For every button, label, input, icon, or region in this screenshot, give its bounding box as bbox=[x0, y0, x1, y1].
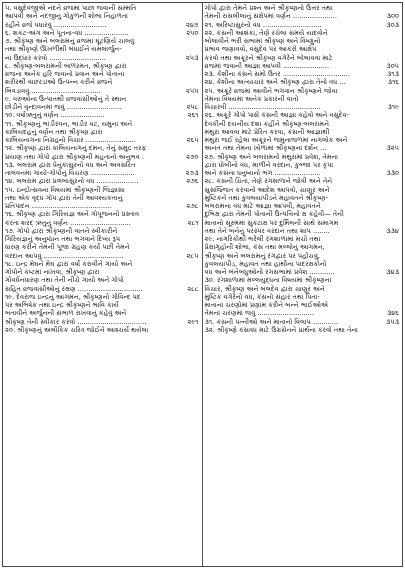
toc-entry bbox=[5, 62, 199, 95]
toc-entry-line: ૨૦. શ્રીકૃષ્ણનું અલૌકિક ચરિત્ર જોઈને આશ્ચર્ય થયેલા bbox=[5, 325, 149, 334]
toc-entry bbox=[205, 276, 400, 317]
toc-page-number: ૨૭૮ bbox=[186, 202, 199, 210]
toc-entry bbox=[205, 111, 400, 152]
toc-entry-line: બિવડાવવું ................................. ૨૫૫ bbox=[5, 86, 199, 95]
toc-entry-line: ૯. વરુઓના ઉત્પાતથી વ્રજવાસીઓનું તે સ્થાન bbox=[5, 94, 127, 103]
toc-entry-line: વરદાન આપવું ...................................... ૨૮૫ bbox=[5, 251, 199, 260]
toc-page-number: ૨૭૦ bbox=[186, 152, 199, 161]
toc-entry-line: કાલિયનાગના નિગ્રહનો વિચાર ........................ ૨૬૫ bbox=[5, 136, 199, 144]
toc-entry bbox=[205, 326, 400, 334]
toc-entry-line: ૧૭. ગોપો દ્વારા શ્રીકૃષ્ણની વાતને સ્વીકારીને bbox=[5, 226, 118, 235]
toc-entry-line: વિચારવી ............................................ ૩૧૯ bbox=[204, 103, 399, 111]
toc-page-number: ૩૧૩ bbox=[386, 70, 399, 78]
toc-entry bbox=[5, 210, 199, 227]
toc-entry bbox=[5, 161, 199, 178]
toc-entry-line: ૨૪. કેશીના અત્યાચાર અને શ્રીકૃષ્ણ દ્વારા તેનો વધ ... ૩૧૬ bbox=[204, 78, 399, 87]
left-column bbox=[3, 3, 203, 566]
toc-entry-line: બોલાવીને ભરી સભામાં શ્રીકૃષ્ણ અને વિષ્ણુનો bbox=[204, 37, 321, 45]
toc-entry bbox=[5, 293, 199, 326]
toc-entry-line: કાલિયદહનું વર્ણન તથા શ્રીકૃષ્ણ દ્વારા bbox=[5, 127, 103, 136]
toc-entry bbox=[205, 153, 400, 178]
toc-entry-line: ધારણ કરીને તેમની પૂજા ગ્રહણ કર્યા પછી તેમને bbox=[5, 243, 130, 252]
toc-entry-line: આપવી અને નંદજીનું ગોકુળની શોભા નિહાળતા bbox=[5, 12, 128, 21]
toc-entry bbox=[5, 186, 199, 211]
toc-entry-line: ગોવર્ધનધારણ તથા તેની નીચે ગાયો અને ગોપો bbox=[5, 276, 124, 285]
toc-entry-line: મુષ્ટિક વગેરેનો વધ, કંસનો સંહાર તથા પિતા- bbox=[204, 292, 320, 301]
toc-entry-line: તથા શ્રીકૃષ્ણે ઊખળીથી બંધાઈને યમલાર્જુન- bbox=[5, 45, 122, 54]
toc-entry-line: તેમના વિષયમાં અનેક પ્રકારની વાતો bbox=[204, 94, 299, 103]
toc-entry-line: ૧૫. ઇન્દ્રોત્સવના વિષયમાં શ્રીકૃષ્ણની જિજ્ઞાસા bbox=[5, 185, 125, 194]
toc-page-number: ૨૫૩ bbox=[185, 53, 199, 62]
toc-page-number: ૨૯૧ bbox=[187, 317, 199, 326]
toc-page-number: ૨૮૫ bbox=[186, 251, 199, 260]
toc-entry bbox=[5, 4, 199, 29]
toc-entry-line: મથુરા જઈ રહેલા અક્રૂરને જમુનાજળમાં નાગલોક અને bbox=[204, 136, 348, 144]
toc-entry-line: શ્રીકૃષ્ણ અને બલરામનું રંગદ્વાર પર પહોંચવું, bbox=[204, 251, 321, 260]
toc-entry-line: છોડીને વૃન્દાવનમાં જવું .......................... ૨૫૮ bbox=[5, 103, 199, 111]
toc-page-number: ૩૧૯ bbox=[387, 103, 399, 111]
toc-entry-line: ૧૯. દેવરાજ ઇન્દ્રનું આગમન, શ્રીકૃષ્ણનો ગોવિન્દ પદ bbox=[5, 292, 141, 301]
toc-entry bbox=[5, 144, 199, 161]
toc-entry-line: ૧૩. બલરામ દ્વારા ધેનુકાસુરનો વધ અને અવસરિત bbox=[5, 160, 136, 169]
toc-entry-line: ૧૮. ઇન્દ્ર મેઘને મેઘ દ્વારા વર્ષા કરાવીને ગાયો અને bbox=[5, 259, 133, 268]
toc-entry bbox=[205, 235, 400, 276]
toc-entry-line: વ્રજના અનેક હરિ જવાનો પ્રવાન અને પોતાના bbox=[5, 70, 125, 78]
toc-page-number: ૩૫૩ bbox=[385, 317, 399, 326]
toc-entry bbox=[5, 260, 199, 293]
toc-entry-line: શ્રીકૃષ્ણ તેની સ્વીકાર કરવો ................................. ૨૯૧ bbox=[5, 317, 199, 326]
toc-entry bbox=[5, 227, 199, 260]
toc-entry-line: સુસજ્જિત કરવાનો આદેશ આપવો, ચાણૂર અને bbox=[204, 185, 330, 194]
toc-entry bbox=[205, 70, 400, 78]
toc-entry-line: શરીરથી વાછરડાંઓ ઉત્પન્ન કરીને વ્રજને bbox=[5, 78, 113, 87]
toc-entry-line: દ્વારા ધોબીનો વધ, માળીને વરદાન, કુબ્જા પર કૃપા bbox=[204, 160, 334, 169]
toc-entry-line: ૬. શકટ-અંગ અને પૂતના-વધ ..................... ૨૫૦ bbox=[5, 28, 199, 37]
toc-entry-line: પ્રયાણ તથા ગોપો દ્વારા શ્રીકૃષ્ણની મહતાનો અનુભવ . ૨૭૦ bbox=[5, 152, 199, 161]
toc-entry-line: તેમનાં ચરણમાં જવું ........................... ૩૪૬ bbox=[204, 309, 399, 318]
toc-entry bbox=[5, 177, 199, 185]
toc-entry-line: ૨૫. અક્રૂરે વ્રજમાં આવીને ભગવાન શ્રીકૃષ્ણને જોવા bbox=[204, 86, 338, 95]
toc-entry-line: માતાનાં ચરણોમાં પ્રણામ કરીને બન્ને ભાઈઓએ bbox=[204, 301, 329, 309]
toc-entry-line: કુવલયાપીડ, મહાવત તથા હાથીના પાદરક્ષકોનો bbox=[204, 259, 327, 268]
toc-entry-line: ૨૯. નાગરિકોથી ભરેલી રંગશાળામાં મંચો તથા bbox=[204, 235, 321, 243]
toc-entry bbox=[205, 4, 400, 21]
toc-entry bbox=[5, 95, 199, 112]
toc-entry-line: બલરામના વધ માટે આજ્ઞા આપવી, મહાવતને bbox=[204, 202, 321, 210]
toc-entry-line: મથુરા આવવા માટે પ્રેરિત કરવા, કંસની આજ્ઞાથી bbox=[204, 127, 330, 136]
toc-page-number: ૨૫૫ bbox=[185, 86, 199, 95]
toc-entry bbox=[5, 120, 199, 145]
toc-page-number: ૩૧૬ bbox=[387, 78, 399, 87]
toc-page-number: ૩૦૩ bbox=[386, 20, 399, 29]
toc-page-number: ૩૪૬ bbox=[386, 309, 399, 318]
toc-entry bbox=[205, 78, 400, 86]
toc-page-number: ૩૪૩ bbox=[386, 268, 399, 276]
toc-entry-line: દેવકીની દયનીય દશા કહીને શ્રીકૃષ્ણ-બલરામને bbox=[204, 119, 329, 128]
toc-entry-line: ગોપો દ્વારા તેમને પ્રશ્ન અને શ્રીકૃષ્ણનો ઉત્તર તથા bbox=[204, 4, 333, 12]
toc-entry-line: તાલવનમાં ગાયો-ગોપોનું વિચરણ ..................... ૨૭૩ bbox=[5, 169, 199, 177]
toc-entry-line: વધ અને બંનેબંધુઓનો રંગસભામાં પ્રવેશ ............ ૩૪૩ bbox=[204, 268, 399, 276]
toc-page-number: ૨૬૫ bbox=[186, 136, 199, 144]
toc-entry-line: ૩૨. શ્રીકૃષ્ણે કંસવધ માટે ઉગ્રસેનને પ્રાર્થના કરવો તથા તેના bbox=[204, 325, 358, 334]
toc-entry bbox=[5, 326, 199, 334]
toc-entry-line: પર અભિષેક તથા ઇન્દ્ર શ્રીકૃષ્ણને ભાવિ કાર્ય bbox=[5, 301, 119, 309]
toc-entry-line: ૭. શ્રીકૃષ્ણ અને બલરામનું વ્રજમાં ઘૂંટણિયે ચાલવું bbox=[5, 37, 135, 45]
toc-entry-line: ૧૦. વર્ષાઋતુનું વર્ણન ..................... ૨૬૧ bbox=[5, 111, 199, 120]
toc-page-number: ૨૬૧ bbox=[187, 111, 199, 120]
toc-entry-line: તથા એક વૃદ્ધ ગોપ દ્વારા તેની આવશ્યકતાનું bbox=[5, 193, 123, 202]
toc-entry-line: ૧૪. બલરામ દ્વારા પ્રલંબાસુરનો વધ .................... ૨૭૬ bbox=[5, 177, 199, 186]
toc-entry bbox=[5, 111, 199, 119]
toc-entry-line: તેમની રાસલીલાનું સંક્ષેપમાં વર્ણન ..................... ૩૦૦ bbox=[204, 12, 399, 21]
toc-entry-line: ૧૧. શ્રીકૃષ્ણનું ભાંડીરવન, ભાંડીર વટ, યમુના અને bbox=[5, 119, 133, 128]
toc-entry bbox=[205, 29, 400, 70]
toc-page-number: ૨૭૬ bbox=[186, 177, 199, 186]
toc-entry-line: કરતા શરદ્ ઋતુનું વર્ણન ............................. ૨૮૧ bbox=[5, 218, 199, 227]
toc-entry-line: બતાવીને અર્જુનની સંભાળ રાખવાનું કહેવું અને bbox=[5, 309, 127, 318]
toc-entry-line: કરવો તથા અક્રૂરને શ્રીકૃષ્ણ વગેરેને બોલાવવા માટે bbox=[204, 53, 333, 62]
toc-page-number: ૨૮૧ bbox=[187, 218, 199, 227]
toc-entry bbox=[5, 37, 199, 62]
toc-entry-line: પ્રતિપાદન ...................................... ૨૭૮ bbox=[5, 202, 199, 210]
toc-page-number: ૩૨૫ bbox=[386, 144, 399, 153]
toc-page-number: ૨૮૮ bbox=[187, 284, 199, 293]
toc-entry-line: માતાનો સૂક્ષ્મમાં સુકટાક્ષ પર દુર્મિલની સાથે સમાગમ bbox=[204, 218, 339, 227]
toc-entry-line: રહીને વ્રજે પધારવું ......................... ૨૪૭ bbox=[5, 20, 199, 29]
toc-entry bbox=[205, 318, 400, 326]
toc-entry-line: ૨૧. અરિષ્ટાસુરનો વધ ............................ ૩૦૩ bbox=[204, 20, 399, 29]
toc-entry-line: ૩૦. રંગશાળામાં મલ્લયુદ્ધના વિષયમાં શ્રીકૃષ્ણના bbox=[204, 276, 332, 285]
toc-entry-line: પ્રેક્ષાગૃહોની શોભા, કંસ તથા મલ્લોનું આગમન, bbox=[204, 243, 325, 252]
toc-page-number: ૨૪૭ bbox=[185, 20, 199, 29]
toc-entry-line: દુભિક્ષ દ્વારા તેમની પોતાની ઉત્પત્તિનો ક્ષ કહેવી— તેની bbox=[204, 210, 344, 219]
toc-entry-line: વિચાર, શ્રીકૃષ્ણ અને બલદેવ દ્વારા ચાણૂર અને bbox=[204, 284, 325, 293]
toc-page-number: ૨૫૦ bbox=[186, 28, 199, 37]
toc-entry-line: ૨૮. કંસની ચિંતા, તેણે રંગશાળાને જોવી અને તેને bbox=[204, 177, 333, 186]
toc-entry-line: ૨૭. શ્રીકૃષ્ણ અને બલરામનો મથુરામાં પ્રવેશ, તેમના bbox=[204, 152, 339, 161]
right-column bbox=[203, 3, 403, 566]
toc-entry bbox=[5, 29, 199, 37]
toc-entry-line: ગોપોને કષ્ટમાં નાખવા, શ્રીકૃષ્ણ દ્વારા bbox=[5, 268, 100, 276]
table-of-contents-page bbox=[2, 2, 403, 567]
toc-entry bbox=[205, 21, 400, 29]
toc-page-number: ૨૭૩ bbox=[185, 169, 199, 177]
toc-entry-line: અને કંસના ધનુષ્યનો ભંગ ...................... ૩૩૦ bbox=[204, 169, 399, 177]
toc-entry-line: ૨૩. કેશીના કંસને સમો ઉતર ................................ ૩૧૩ bbox=[204, 70, 399, 78]
toc-page-number: ૩૦૦ bbox=[386, 12, 399, 21]
toc-page-number: ૨૫૮ bbox=[186, 103, 199, 111]
toc-entry-line: ૩૧. કંસની પત્નીઓ અને માતાનો વિલાપ ............ ૩૫૩ bbox=[204, 317, 399, 326]
toc-entry-line: ગિરિયજ્ઞનું અનુષ્ઠાન તથા ભગવાને દિવ્ય રૂપ bbox=[5, 235, 121, 243]
toc-entry-line: ૨૬. અક્રૂરે ગોપો પાસે કંસની આજ્ઞા કહેવો અને વસુદેવ- bbox=[204, 111, 349, 120]
toc-entry bbox=[205, 177, 400, 235]
toc-entry-line: ૮. શ્રીકૃષ્ણ-બલરામની બાળરમત, શ્રીકૃષ્ણ દ્વારા bbox=[5, 61, 127, 70]
toc-entry-line: ૧૨. શ્રીકૃષ્ણ દ્વારા કાલિયનાગનું દમન, તેનું સમુદ્ર તરફ bbox=[5, 144, 147, 153]
toc-entry-line: પ્રભાવ જણાવવો, વસુદેવ પર આકરો આક્ષેપ bbox=[204, 45, 317, 54]
toc-page-number: ૩૩૪ bbox=[386, 226, 399, 235]
toc-entry bbox=[205, 87, 400, 112]
toc-entry-line: મુષ્ટિકને તથા કુવલયાપીડને મહાવતને શ્રીકૃષ્ણ- bbox=[204, 193, 328, 202]
toc-entry-line: સહિત વ્રજવાસીઓનું રક્ષણ ............................... ૨૮૮ bbox=[5, 284, 199, 293]
toc-entry-line: ૫. વસુદેવજીએ નંદને વ્રજમાં પાછા જવાની સમ્મતિ bbox=[5, 4, 137, 12]
toc-entry-line: અનંત તથા તેમના ખોળામાં શ્રીકૃષ્ણનાં દર્શન ... ૩૨૫ bbox=[204, 144, 399, 153]
toc-entry-line: વ્રજમાં જવાની આજ્ઞા આપવી ...................... ૩૦૫ bbox=[204, 61, 399, 70]
toc-page-number: ૩૦૫ bbox=[386, 61, 399, 70]
toc-page-number: ૩૩૦ bbox=[386, 169, 399, 177]
toc-entry-line: ના ઉદ્ધાર કરવો ........................... ૨૫૩ bbox=[5, 53, 199, 62]
toc-entry-line: તથા તેને બનેનું પરસ્પર વરદાન તથા શાપ ........ ૩૩૪ bbox=[204, 226, 399, 235]
toc-entry-line: ૧૬. શ્રીકૃષ્ણ દ્વારા ગિરિયજ્ઞ અને ગોપૂજનનો પ્રસ્તાવ bbox=[5, 210, 140, 219]
toc-entry-line: ૨૨. કંસની આશંકા, તેણે રચેલા સમયે યાદવોને bbox=[204, 28, 328, 37]
